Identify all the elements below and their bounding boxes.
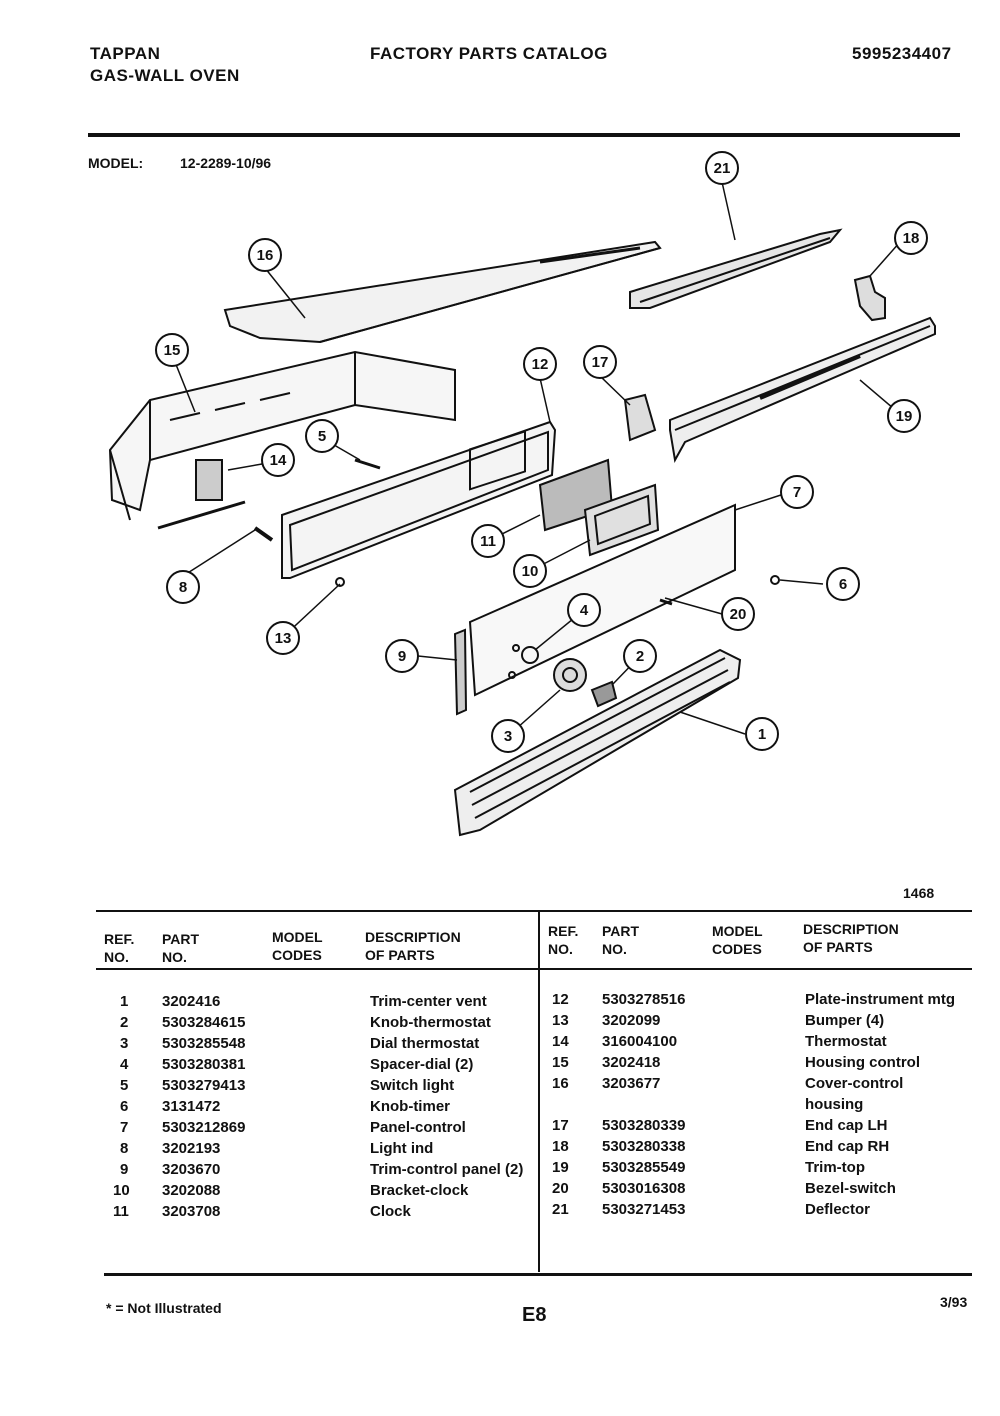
callout-12 [524,348,556,380]
svg-text:4: 4 [579,602,589,619]
callout-1 [746,718,778,750]
table-row: 13 3202099 Bumper (4) [552,1012,885,1029]
revision-date: 3/93 [940,1294,968,1310]
page-code: E8 [522,1304,547,1326]
svg-text:21: 21 [713,160,731,177]
callout-17 [584,346,616,378]
table-header-rule [96,968,972,970]
part-trim-control-panel [455,630,466,714]
catalog-title: FACTORY PARTS CATALOG [370,44,608,63]
table-bottom-rule [104,1273,972,1276]
svg-text:16: 16 [256,247,274,264]
table-row: 2 5303284615 Knob-thermostat [120,1014,491,1031]
svg-text:7: 7 [792,484,802,501]
svg-text:10: 10 [521,563,539,580]
callout-8 [167,571,199,603]
callout-18 [895,222,927,254]
part-end-cap-lh [625,395,655,440]
callout-15 [156,334,188,366]
svg-text:13: 13 [274,630,292,647]
header-model-right: MODEL CODES [712,923,763,957]
table-row: 21 5303271453 Deflector [552,1201,871,1218]
callout-7 [781,476,813,508]
callout-19 [888,400,920,432]
callout-3 [492,720,524,752]
part-thermostat [158,460,245,528]
svg-text:1: 1 [757,726,767,743]
table-row: housing [805,1096,864,1113]
table-row: 5 5303279413 Switch light [120,1077,455,1094]
model-number: 12-2289-10/96 [180,155,272,171]
callout-6-right [827,568,859,600]
callout-2 [624,640,656,672]
svg-text:8: 8 [178,579,188,596]
svg-text:14: 14 [269,452,287,469]
table-row: 19 5303285549 Trim-top [552,1159,865,1176]
catalog-number: 5995234407 [852,44,952,63]
callout-11 [472,525,504,557]
svg-text:17: 17 [591,354,609,371]
model-label: MODEL: [88,155,144,171]
callout-13 [267,622,299,654]
table-top-rule [96,910,972,912]
svg-text:19: 19 [895,408,913,425]
svg-text:2: 2 [635,648,645,665]
exploded-parts-diagram [0,130,1000,890]
callout-16 [249,239,281,271]
table-row: 6 3131472 Knob-timer [120,1098,450,1115]
header-desc-left: DESCRIPTION OF PARTS [365,929,461,963]
part-cover-control-housing [225,242,660,342]
callout-9 [386,640,418,672]
table-row: 15 3202418 Housing control [552,1054,920,1071]
part-light-ind [255,528,272,540]
part-knob-timer [771,576,779,584]
table-row: 8 3202193 Light ind [120,1140,434,1157]
svg-text:3: 3 [503,728,513,745]
table-row: 16 3203677 Cover-control [552,1075,904,1092]
table-row: 3 5303285548 Dial thermostat [120,1035,480,1052]
table-row: 17 5303280339 End cap LH [552,1117,888,1134]
table-row: 9 3203670 Trim-control panel (2) [120,1161,524,1178]
not-illustrated-note: * = Not Illustrated [106,1300,222,1316]
svg-text:9: 9 [397,648,407,665]
table-row: 12 5303278516 Plate-instrument mtg [552,991,956,1008]
callout-20 [722,598,754,630]
figure-number: 1468 [903,885,935,901]
header-part-right: PART NO. [602,923,640,957]
table-row: 1 3202416 Trim-center vent [120,993,487,1010]
svg-text:5: 5 [317,428,327,445]
callout-21 [706,152,738,184]
svg-text:20: 20 [729,606,747,623]
header-ref-left: REF. NO. [104,931,135,965]
svg-text:18: 18 [902,230,920,247]
table-row: 4 5303280381 Spacer-dial (2) [120,1056,474,1073]
part-deflector [630,230,840,308]
part-switch-light [355,460,380,468]
table-row: 7 5303212869 Panel-control [120,1119,466,1136]
header-ref-right: REF. NO. [548,923,579,957]
header-desc-right: DESCRIPTION OF PARTS [803,921,899,955]
table-row: 18 5303280338 End cap RH [552,1138,890,1155]
header-part-left: PART NO. [162,931,200,965]
part-end-cap-rh [855,276,885,320]
svg-text:6: 6 [838,576,848,593]
part-trim-top [670,318,935,460]
svg-text:12: 12 [531,356,549,373]
callout-5 [306,420,338,452]
table-row: 20 5303016308 Bezel-switch [552,1180,896,1197]
callout-10 [514,555,546,587]
svg-text:15: 15 [163,342,181,359]
svg-text:11: 11 [480,533,496,550]
header-model-left: MODEL CODES [272,929,323,963]
callout-14 [262,444,294,476]
table-row: 11 3203708 Clock [113,1203,411,1220]
table-row: 14 316004100 Thermostat [552,1033,887,1050]
callout-4 [568,594,600,626]
brand-name: TAPPAN [90,44,161,63]
table-row: 10 3202088 Bracket-clock [113,1182,469,1199]
product-name: GAS-WALL OVEN [90,66,240,85]
part-dial-and-knob [554,659,616,706]
